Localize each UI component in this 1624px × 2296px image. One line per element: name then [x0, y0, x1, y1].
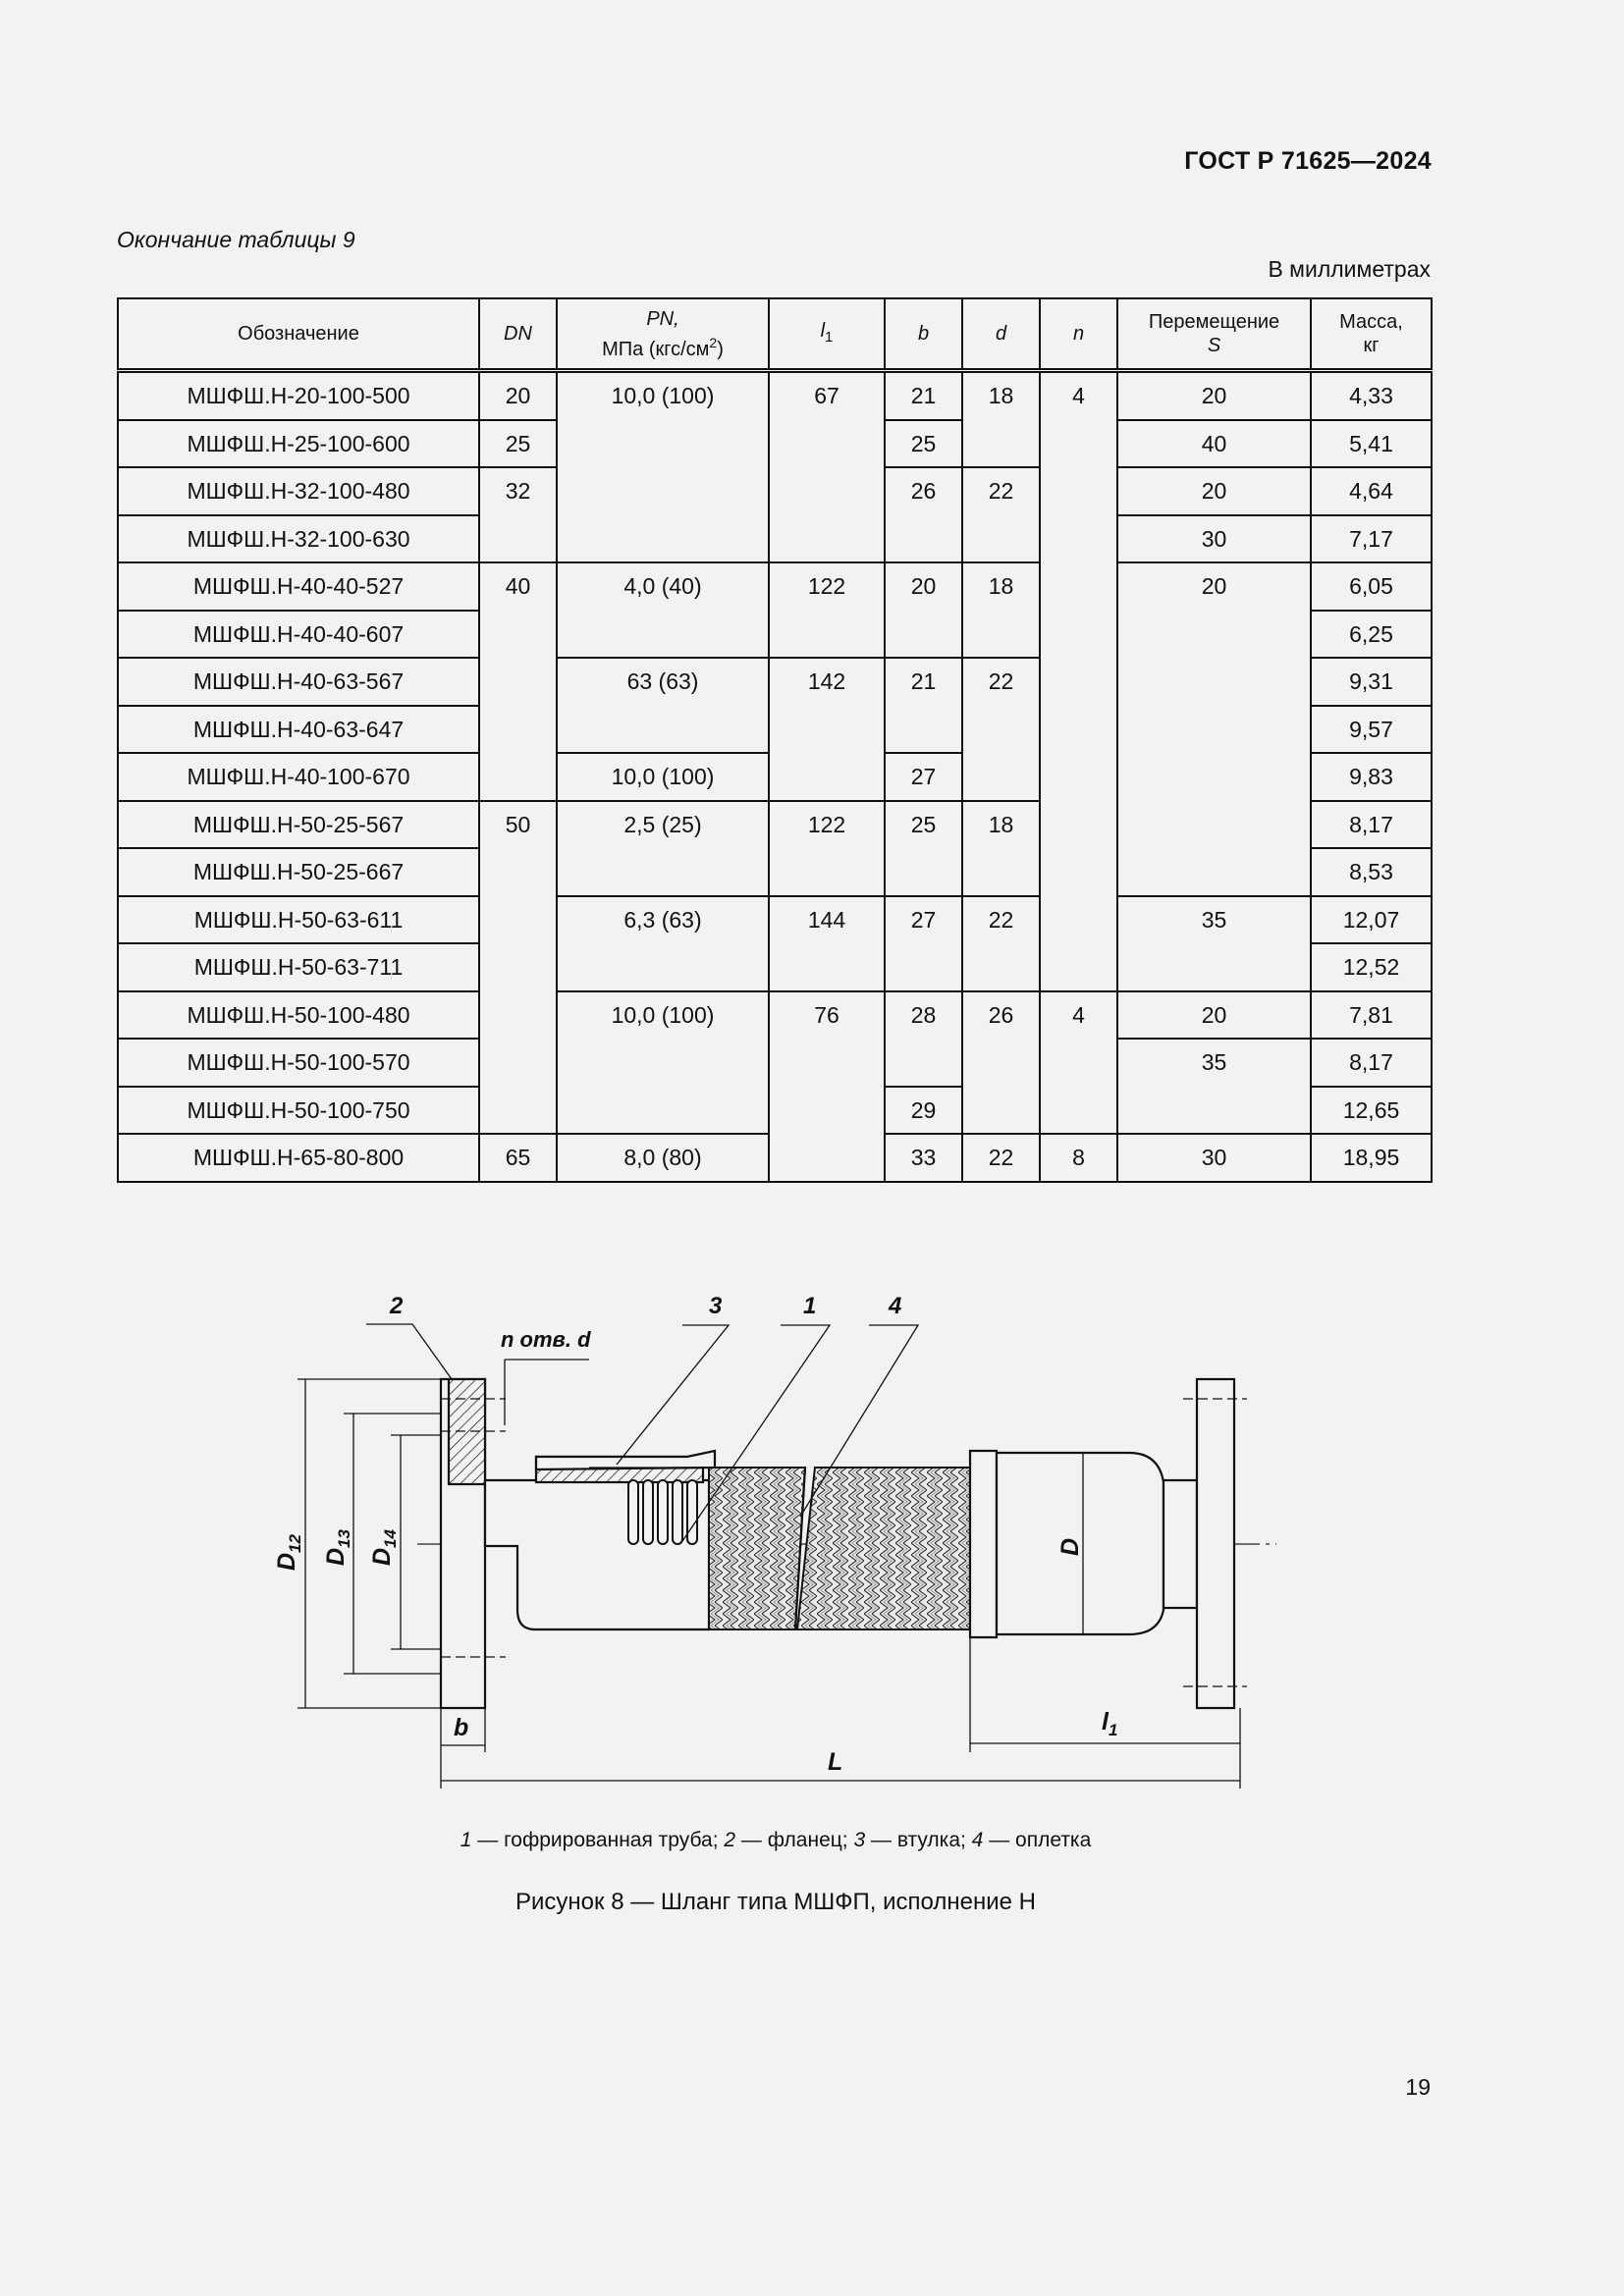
header-b: b	[885, 298, 962, 371]
header-movement-label: Перемещение	[1148, 311, 1280, 333]
cell-designation: МШФШ.Н-40-40-607	[118, 611, 479, 659]
cell-d: 26	[962, 991, 1040, 1135]
cell-mass: 12,52	[1311, 943, 1432, 991]
cell-l1: 76	[769, 991, 885, 1182]
cell-movement: 30	[1117, 1134, 1311, 1182]
cell-b: 27	[885, 753, 962, 801]
cell-l1: 142	[769, 658, 885, 801]
dim-D: D	[1056, 1537, 1084, 1556]
cell-d: 22	[962, 658, 1040, 801]
cell-mass: 18,95	[1311, 1134, 1432, 1182]
cell-designation: МШФШ.Н-25-100-600	[118, 420, 479, 468]
header-dn: DN	[479, 298, 557, 371]
dim-l1	[1102, 1708, 1117, 1739]
cell-pn: 10,0 (100)	[557, 991, 769, 1135]
legend-text-2: — фланец;	[735, 1829, 854, 1851]
cell-movement: 40	[1117, 420, 1311, 468]
cell-b: 29	[885, 1087, 962, 1135]
cell-pn: 63 (63)	[557, 658, 769, 753]
cell-n: 8	[1040, 1134, 1117, 1182]
cell-pn: 8,0 (80)	[557, 1134, 769, 1182]
cell-mass: 4,64	[1311, 467, 1432, 515]
legend-text-1: — гофрированная труба;	[471, 1829, 725, 1851]
figure-title: Рисунок 8 — Шланг типа МШФП, исполнение Н	[515, 1889, 1036, 1915]
cell-mass: 12,07	[1311, 896, 1432, 944]
callout-2: 2	[390, 1293, 404, 1319]
table-row	[118, 896, 1432, 944]
holes-label: n отв. d	[501, 1327, 591, 1352]
cell-movement: 20	[1117, 991, 1311, 1040]
legend-text-3: — втулка;	[865, 1829, 972, 1851]
cell-d: 18	[962, 801, 1040, 896]
cell-designation: МШФШ.Н-40-40-527	[118, 562, 479, 611]
cell-dn: 32	[479, 467, 557, 562]
table-continuation-caption: Окончание таблицы 9	[117, 227, 355, 252]
legend-num-4: 4	[971, 1829, 984, 1851]
right-fitting	[970, 1379, 1247, 1708]
cell-movement: 35	[1117, 1039, 1311, 1134]
header-mass-label: Масса,	[1339, 311, 1403, 333]
page-number: 19	[1405, 2074, 1431, 2100]
dim-D13	[322, 1528, 353, 1566]
cell-designation: МШФШ.Н-50-63-611	[118, 896, 479, 944]
cell-d: 22	[962, 896, 1040, 991]
cell-d: 18	[962, 371, 1040, 468]
figure-legend	[0, 1829, 1551, 1852]
cell-designation: МШФШ.Н-65-80-800	[118, 1134, 479, 1182]
dim-L: L	[828, 1748, 843, 1776]
cell-mass: 9,57	[1311, 706, 1432, 754]
cell-pn: 6,3 (63)	[557, 896, 769, 991]
header-mass-unit: кг	[1363, 335, 1380, 356]
cell-b: 33	[885, 1134, 962, 1182]
cell-n: 4	[1040, 991, 1117, 1135]
legend-num-3: 3	[853, 1829, 866, 1851]
header-movement	[1117, 298, 1311, 371]
cell-b: 27	[885, 896, 962, 991]
table-header-row	[118, 298, 1432, 371]
legend-num-2: 2	[724, 1829, 736, 1851]
cell-dn: 50	[479, 801, 557, 1135]
cell-designation: МШФШ.Н-40-63-567	[118, 658, 479, 706]
header-l1-symbol: l	[820, 319, 826, 342]
hose-drawing	[245, 1266, 1306, 1816]
cell-b: 21	[885, 371, 962, 420]
cell-b: 21	[885, 658, 962, 753]
cell-l1: 122	[769, 562, 885, 658]
cell-mass: 9,83	[1311, 753, 1432, 801]
cell-l1: 144	[769, 896, 885, 991]
cell-movement: 20	[1117, 371, 1311, 420]
table-row	[118, 371, 1432, 420]
cell-designation: МШФШ.Н-32-100-630	[118, 515, 479, 563]
dim-b: b	[454, 1714, 469, 1741]
cell-b: 26	[885, 467, 962, 562]
cell-mass: 4,33	[1311, 371, 1432, 420]
legend-text-4: — оплетка	[983, 1829, 1092, 1851]
cell-designation: МШФШ.Н-40-100-670	[118, 753, 479, 801]
dim-l1-sub: 1	[1108, 1721, 1118, 1739]
cell-dn: 40	[479, 562, 557, 801]
cell-mass: 7,81	[1311, 991, 1432, 1040]
cell-designation: МШФШ.Н-50-100-750	[118, 1087, 479, 1135]
cell-d: 18	[962, 562, 1040, 658]
cell-designation: МШФШ.Н-32-100-480	[118, 467, 479, 515]
cell-dn: 20	[479, 371, 557, 420]
table-row	[118, 562, 1432, 611]
cell-movement: 20	[1117, 562, 1311, 896]
cell-b: 25	[885, 801, 962, 896]
standard-designation: ГОСТ Р 71625—2024	[1184, 147, 1432, 175]
cell-pn: 4,0 (40)	[557, 562, 769, 658]
dim-l1-symbol: l	[1102, 1708, 1109, 1735]
cell-pn: 10,0 (100)	[557, 753, 769, 801]
callout-1: 1	[803, 1293, 817, 1319]
table-row	[118, 991, 1432, 1040]
header-l1-sub: 1	[825, 328, 834, 346]
dim-D12-symbol: D	[273, 1552, 300, 1571]
cell-movement: 35	[1117, 896, 1311, 991]
dim-D12-sub: 12	[286, 1534, 304, 1553]
specification-table	[117, 297, 1433, 1183]
cell-mass: 9,31	[1311, 658, 1432, 706]
dim-D14-sub: 14	[381, 1529, 400, 1548]
cell-d: 22	[962, 467, 1040, 562]
header-designation: Обозначение	[118, 298, 479, 371]
header-d: d	[962, 298, 1040, 371]
cell-designation: МШФШ.Н-50-25-567	[118, 801, 479, 849]
cell-designation: МШФШ.Н-50-63-711	[118, 943, 479, 991]
header-n: n	[1040, 298, 1117, 371]
header-pn-sup: 2	[709, 334, 718, 350]
dim-D14-symbol: D	[368, 1547, 396, 1566]
cell-mass: 8,53	[1311, 848, 1432, 896]
cell-mass: 6,25	[1311, 611, 1432, 659]
cell-mass: 6,05	[1311, 562, 1432, 611]
callout-4: 4	[889, 1293, 902, 1319]
header-movement-symbol: S	[1207, 335, 1221, 356]
legend-num-1: 1	[460, 1829, 472, 1851]
cell-mass: 8,17	[1311, 801, 1432, 849]
cell-dn: 25	[479, 420, 557, 468]
cell-mass: 5,41	[1311, 420, 1432, 468]
cell-designation: МШФШ.Н-50-25-667	[118, 848, 479, 896]
cell-designation: МШФШ.Н-20-100-500	[118, 371, 479, 420]
callout-3: 3	[709, 1293, 723, 1319]
header-pn-units: МПа (кгс/см	[602, 338, 710, 360]
cell-mass: 12,65	[1311, 1087, 1432, 1135]
header-pn	[557, 298, 769, 371]
units-note: В миллиметрах	[1268, 256, 1431, 282]
header-mass	[1311, 298, 1432, 371]
braided-sheath	[709, 1468, 970, 1629]
dim-D12	[273, 1533, 304, 1571]
header-l1	[769, 298, 885, 371]
cell-movement: 30	[1117, 515, 1311, 563]
cell-dn: 65	[479, 1134, 557, 1182]
cell-b: 28	[885, 991, 962, 1087]
dim-D14	[368, 1528, 400, 1566]
cell-mass: 8,17	[1311, 1039, 1432, 1087]
cell-b: 20	[885, 562, 962, 658]
cell-l1: 122	[769, 801, 885, 896]
header-pn-symbol: PN,	[646, 307, 679, 330]
dim-D13-symbol: D	[322, 1547, 350, 1566]
cell-pn: 10,0 (100)	[557, 371, 769, 563]
dim-D13-sub: 13	[335, 1529, 353, 1548]
cell-b: 25	[885, 420, 962, 468]
cell-designation: МШФШ.Н-50-100-570	[118, 1039, 479, 1087]
cell-n: 4	[1040, 371, 1117, 991]
cell-l1: 67	[769, 371, 885, 563]
cell-mass: 7,17	[1311, 515, 1432, 563]
header-pn-tail: )	[717, 338, 724, 360]
cell-designation: МШФШ.Н-50-100-480	[118, 991, 479, 1040]
cell-pn: 2,5 (25)	[557, 801, 769, 896]
cell-movement: 20	[1117, 467, 1311, 515]
cell-d: 22	[962, 1134, 1040, 1182]
cell-designation: МШФШ.Н-40-63-647	[118, 706, 479, 754]
